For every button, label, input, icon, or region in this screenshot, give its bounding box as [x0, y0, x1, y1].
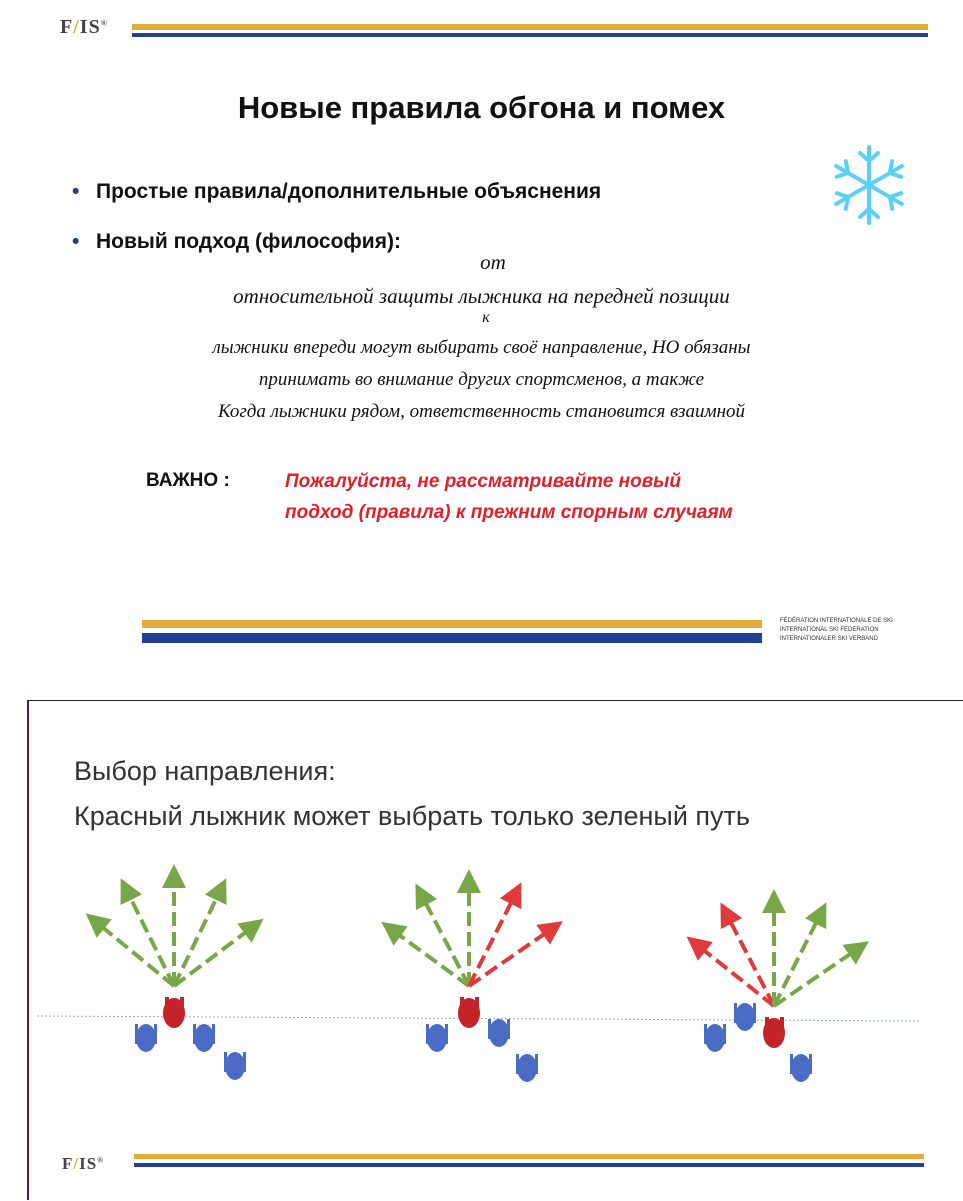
- slide-title: Новые правила обгона и помех: [237, 90, 726, 125]
- federation-fr: FÉDÉRATION INTERNATIONALE DE SKI: [780, 618, 893, 624]
- fis-logo: F/IS®: [62, 1154, 105, 1173]
- slide2-title-line2: Красный лыжник может выбрать только зеленый путь: [74, 801, 750, 831]
- bullet-new-approach: • Новый подход (философия):: [72, 230, 401, 253]
- skier-red: [163, 997, 185, 1028]
- important-text: [285, 466, 733, 528]
- important-label: ВАЖНО :: [146, 470, 230, 491]
- scene-3: [696, 901, 859, 1006]
- slide-gap: [0, 675, 963, 700]
- philosophy-line1: относительной защиты лыжника на передней позиции: [233, 284, 730, 308]
- skier-blue: [193, 1024, 215, 1052]
- footer2-stripe-blue: [134, 1163, 924, 1167]
- skier-blue: [224, 1052, 246, 1080]
- federation-de: INTERNATIONALER SKI VERBAND: [780, 636, 878, 642]
- skier-blue: [516, 1054, 538, 1082]
- footer-stripe-blue: [142, 633, 762, 643]
- important-line2: подход (правила) к прежним спорным случаям: [285, 502, 733, 523]
- arrow-red: [696, 944, 774, 1006]
- slide2-title-line1: Выбор направления:: [74, 756, 336, 786]
- scene-1: [95, 876, 254, 986]
- arrow-green: [391, 929, 469, 986]
- skier-blue: [790, 1054, 812, 1082]
- snowflake-icon: [832, 147, 907, 223]
- slide-2: [27, 700, 963, 1200]
- philosophy-line4: Когда лыжники рядом, ответственность становится взаимной: [217, 401, 746, 422]
- arrow-green: [421, 894, 469, 986]
- arrow-green: [174, 926, 254, 986]
- federation-en: INTERNATIONAL SKI FEDERATION: [780, 627, 879, 633]
- important-line1: Пожалуйста, не рассматривайте новый: [285, 471, 682, 492]
- philosophy-line2: лыжники впереди могут выбирать своё направление, НО обязаны: [212, 337, 751, 358]
- skier-blue: [426, 1024, 448, 1052]
- direction-diagram: [29, 701, 963, 1201]
- skier-red: [763, 1017, 785, 1048]
- skier-red: [458, 997, 480, 1028]
- arrow-green: [174, 889, 221, 986]
- skier-blue: [704, 1024, 726, 1052]
- skier-blue: [135, 1024, 157, 1052]
- footer-stripe-gold: [142, 620, 762, 628]
- skier-blue: [488, 1019, 510, 1047]
- footer2-stripe-gold: [134, 1154, 924, 1159]
- scene-2: [391, 881, 553, 986]
- arrow-green: [126, 889, 174, 986]
- arrow-green: [95, 921, 174, 986]
- bullet-simple-rules: • Простые правила/дополнительные объяснения: [72, 180, 602, 203]
- fis-logo: F/IS®: [60, 16, 108, 38]
- federation-names: [780, 617, 893, 644]
- philosophy-from: от: [480, 250, 506, 274]
- philosophy-line3: принимать во внимание других спортсменов, а также: [258, 369, 705, 390]
- philosophy-to: к: [482, 309, 490, 326]
- arrow-red: [726, 913, 774, 1006]
- skier-blue: [734, 1003, 756, 1031]
